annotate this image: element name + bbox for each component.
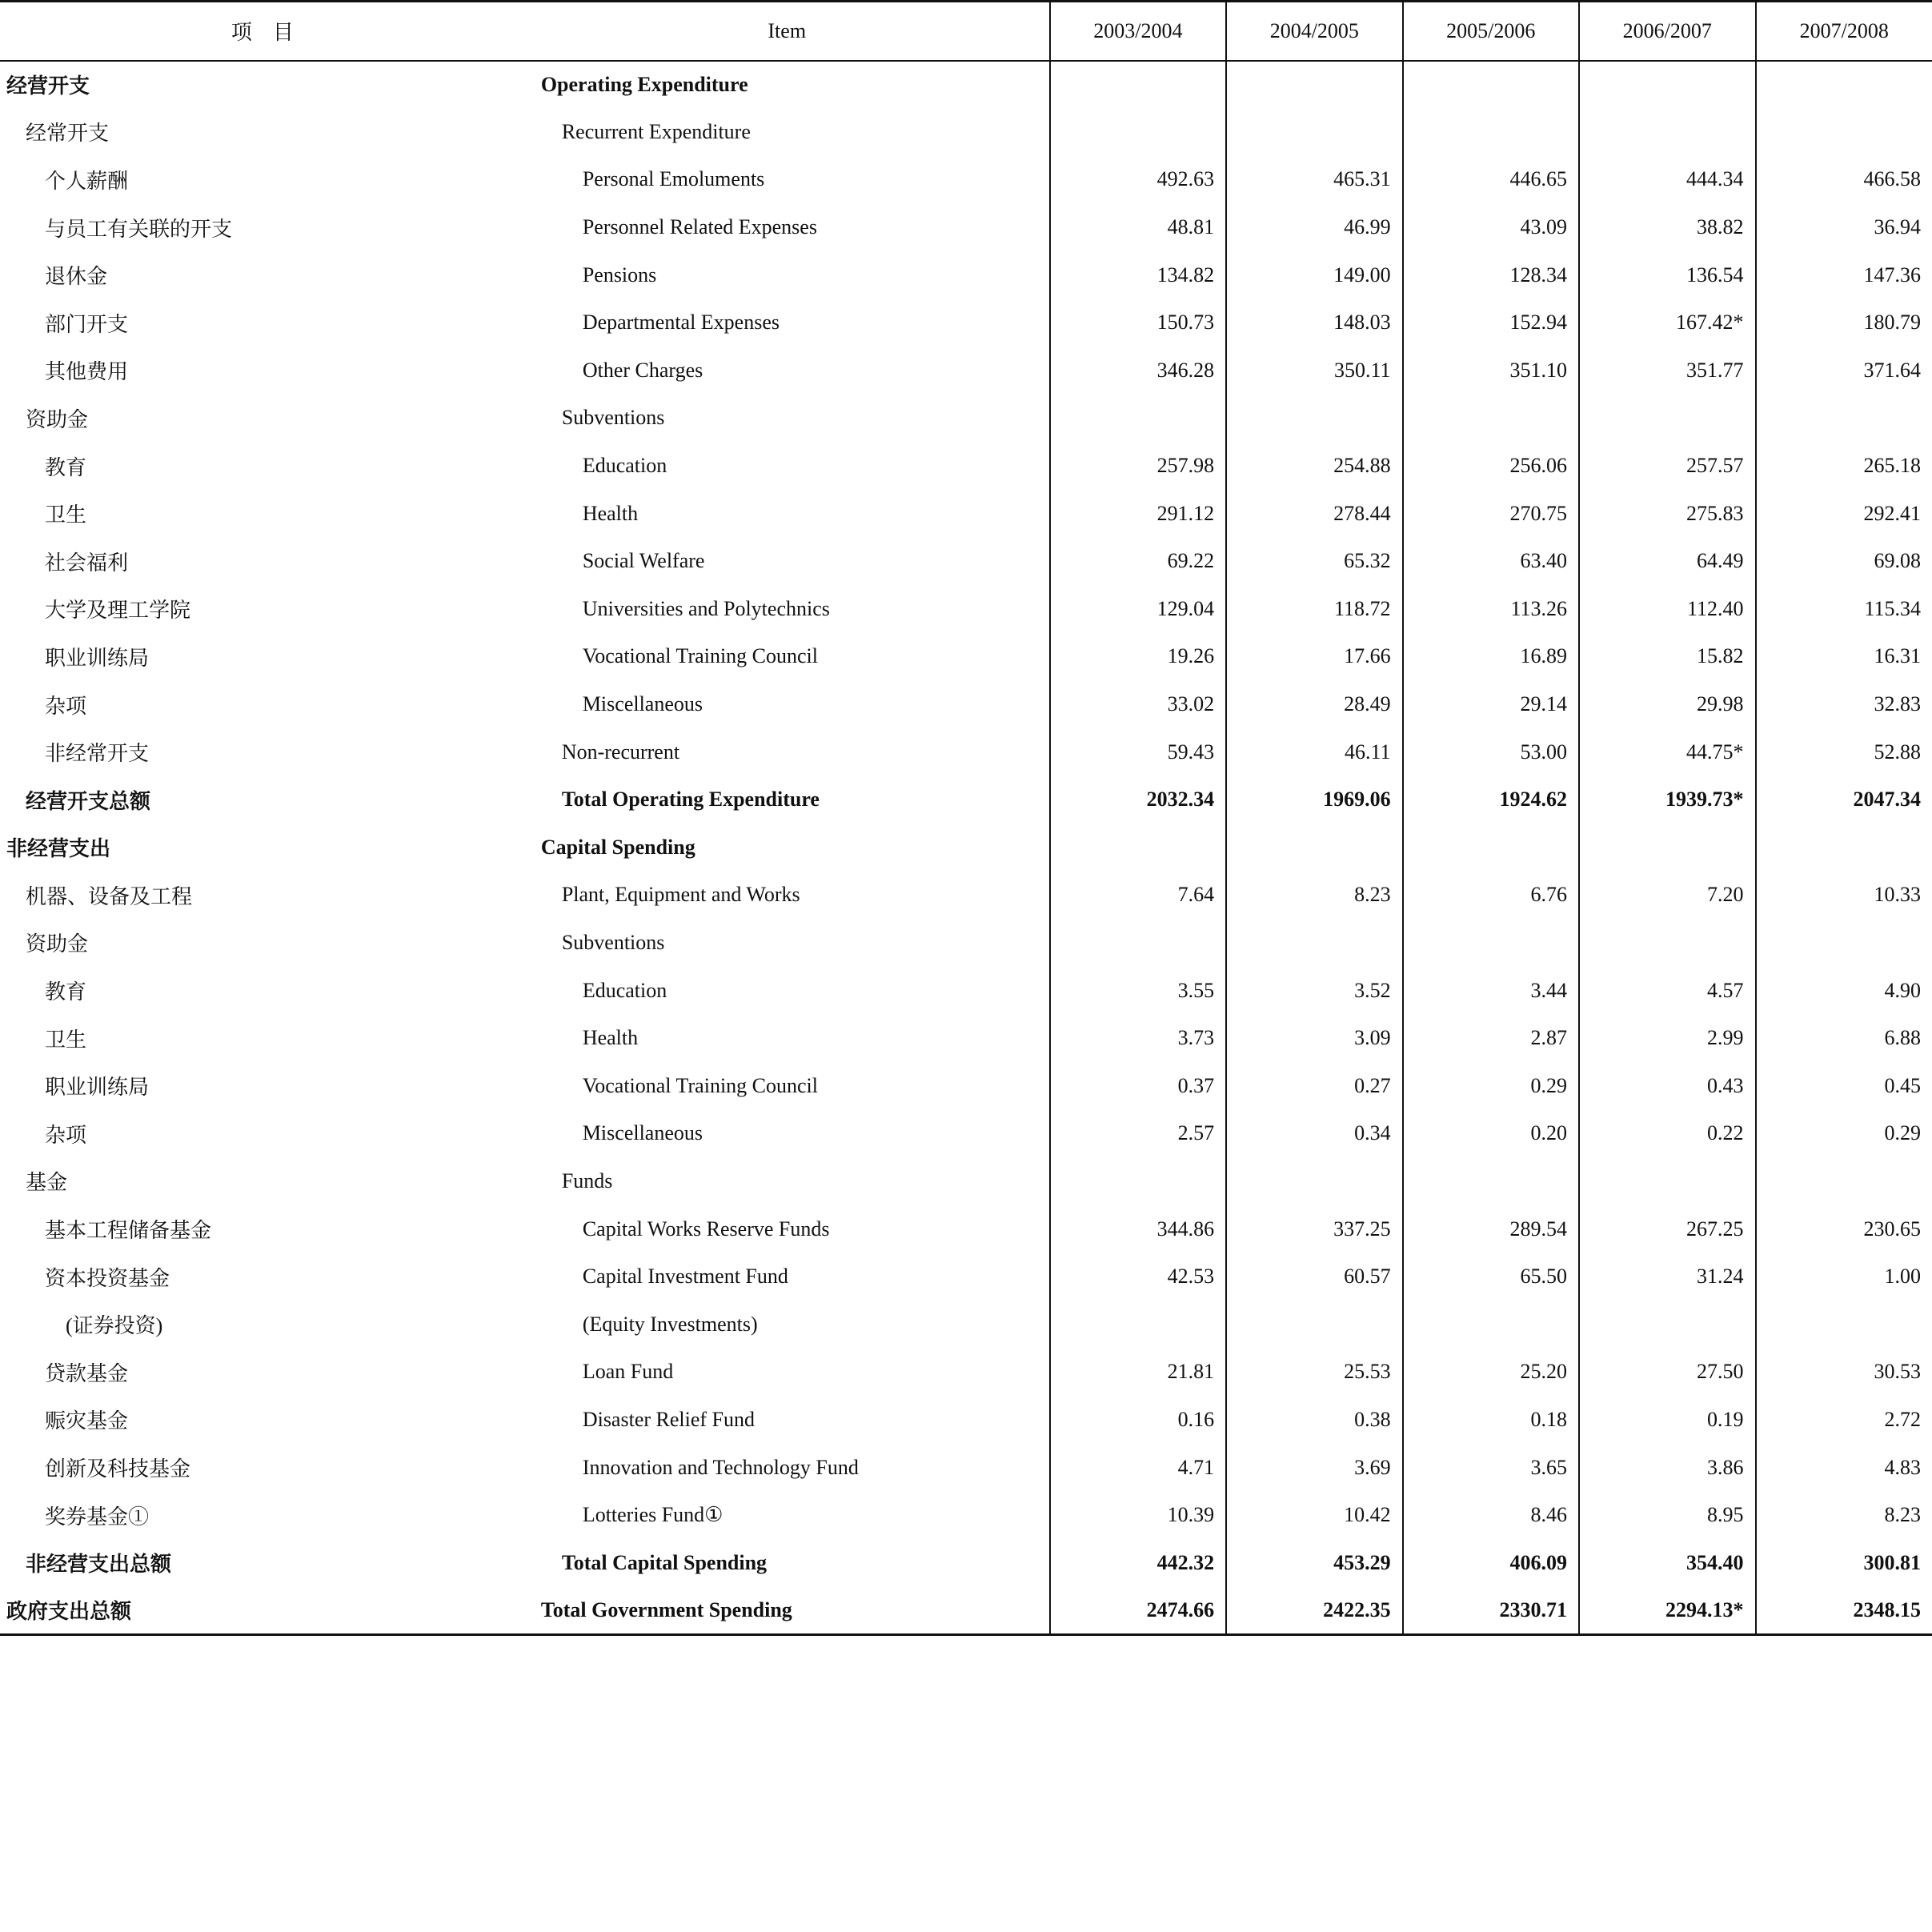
value-cell: 354.40 [1579,1539,1755,1587]
value-cell: 230.65 [1756,1205,1932,1253]
value-cell: 2348.15 [1756,1587,1932,1635]
value-cell: 16.31 [1756,633,1932,681]
row-label-cn: 社会福利 [45,551,129,575]
value-cell: 3.55 [1050,967,1226,1015]
value-cell [1226,1157,1402,1205]
row-label-en: Capital Investment Fund [582,1265,788,1289]
value-cell: 0.19 [1579,1396,1755,1444]
value-cell: 3.73 [1050,1014,1226,1062]
value-cell: 7.64 [1050,872,1226,920]
value-cell [1403,824,1579,872]
value-cell: 256.06 [1403,442,1579,490]
row-label-en: Total Operating Expenditure [561,788,820,812]
value-cell: 446.65 [1403,156,1579,204]
value-cell: 351.77 [1579,347,1755,395]
value-cell [1226,395,1402,443]
row-label-cn: 职业训练局 [45,1076,150,1100]
value-cell [1050,395,1226,443]
value-cell: 33.02 [1050,680,1226,728]
value-cell: 406.09 [1403,1539,1579,1587]
value-cell: 27.50 [1579,1349,1755,1397]
row-label-en: Education [582,454,667,478]
table-row [0,872,1932,920]
value-cell: 2047.34 [1756,776,1932,824]
row-label-en: Loan Fund [582,1360,674,1384]
row-label-en: Total Capital Spending [561,1550,768,1574]
row-label-cn: 大学及理工学院 [45,599,191,623]
value-cell: 0.34 [1226,1110,1402,1158]
value-cell: 4.90 [1756,967,1932,1015]
row-label-cn: 机器、设备及工程 [26,884,193,908]
value-cell: 28.49 [1226,680,1402,728]
value-cell: 53.00 [1403,728,1579,776]
table-row [0,1301,1932,1349]
header-item-cn: 项 目 [0,2,525,61]
value-cell [1579,395,1755,443]
value-cell: 8.23 [1226,872,1402,920]
value-cell: 69.08 [1756,537,1932,585]
row-label-en: Subventions [561,930,665,954]
row-label-cn: 贷款基金 [45,1361,129,1385]
value-cell: 278.44 [1226,490,1402,538]
row-label-cn: 职业训练局 [45,646,150,670]
table-row [0,1157,1932,1205]
header-year: 2005/2006 [1403,2,1579,61]
row-label-cn: 经营开支总额 [26,789,151,813]
row-label-en: Plant, Equipment and Works [561,883,800,907]
value-cell: 4.57 [1579,967,1755,1015]
row-label-en: Vocational Training Council [582,644,819,668]
row-label-cn: 退休金 [45,265,108,289]
table-row [0,108,1932,156]
row-label-en: Lotteries Fund① [582,1503,723,1527]
value-cell: 0.29 [1756,1110,1932,1158]
value-cell [1226,61,1402,109]
value-cell: 29.14 [1403,680,1579,728]
row-label-cn: 资助金 [26,932,89,956]
table-body [0,61,1932,1635]
row-label-en: Other Charges [582,358,703,382]
value-cell [1579,1301,1755,1349]
value-cell: 38.82 [1579,203,1755,251]
row-label-cn: 非经常开支 [45,742,150,766]
table-row [0,251,1932,299]
value-cell: 152.94 [1403,299,1579,347]
value-cell [1579,1157,1755,1205]
value-cell [1756,108,1932,156]
table-row [0,776,1932,824]
row-label-cn: 资助金 [26,407,89,431]
row-label-en: Funds [561,1168,613,1192]
table-row [0,1587,1932,1635]
table-row [0,1349,1932,1397]
value-cell: 180.79 [1756,299,1932,347]
value-cell: 36.94 [1756,203,1932,251]
value-cell: 3.86 [1579,1444,1755,1492]
row-label-cn: 赈灾基金 [45,1409,129,1433]
value-cell: 65.32 [1226,537,1402,585]
row-label-en: Subventions [561,406,665,430]
table-row [0,537,1932,585]
header-year: 2003/2004 [1050,2,1226,61]
row-label-cn: 杂项 [45,1123,87,1147]
value-cell [1756,824,1932,872]
value-cell [1050,61,1226,109]
value-cell: 2330.71 [1403,1587,1579,1635]
table-row [0,824,1932,872]
value-cell: 0.43 [1579,1062,1755,1110]
value-cell: 112.40 [1579,585,1755,633]
value-cell [1756,919,1932,967]
value-cell: 8.95 [1579,1491,1755,1539]
value-cell: 2422.35 [1226,1587,1402,1635]
value-cell: 344.86 [1050,1205,1226,1253]
value-cell: 16.89 [1403,633,1579,681]
table-row [0,442,1932,490]
value-cell: 289.54 [1403,1205,1579,1253]
value-cell: 0.20 [1403,1110,1579,1158]
table-row [0,680,1932,728]
value-cell: 492.63 [1050,156,1226,204]
value-cell: 17.66 [1226,633,1402,681]
value-cell: 118.72 [1226,585,1402,633]
row-label-cn: 非经营支出总额 [26,1553,172,1577]
row-label-cn: 经常开支 [26,122,110,146]
row-label-en: Total Government Spending [525,1587,1050,1635]
value-cell: 2.72 [1756,1396,1932,1444]
value-cell: 29.98 [1579,680,1755,728]
table-row [0,1539,1932,1587]
value-cell: 10.33 [1756,872,1932,920]
table-row [0,156,1932,204]
value-cell: 48.81 [1050,203,1226,251]
header-year: 2007/2008 [1756,2,1932,61]
value-cell: 350.11 [1226,347,1402,395]
row-label-en: Health [582,1026,639,1050]
value-cell: 60.57 [1226,1253,1402,1301]
row-label-en: Pensions [582,263,657,287]
value-cell: 257.98 [1050,442,1226,490]
row-label-en: Health [582,501,639,525]
value-cell [1403,108,1579,156]
value-cell: 0.27 [1226,1062,1402,1110]
value-cell: 371.64 [1756,347,1932,395]
header-item-en: Item [525,2,1050,61]
value-cell: 0.18 [1403,1396,1579,1444]
value-cell: 337.25 [1226,1205,1402,1253]
row-label-en: Capital Works Reserve Funds [582,1217,830,1241]
value-cell [1226,919,1402,967]
table-row [0,1253,1932,1301]
value-cell: 1939.73* [1579,776,1755,824]
value-cell: 291.12 [1050,490,1226,538]
row-label-cn: 基本工程储备基金 [45,1219,212,1243]
row-label-en: Operating Expenditure [540,72,748,96]
row-label-cn: 教育 [45,980,87,1004]
value-cell: 4.83 [1756,1444,1932,1492]
value-cell: 1924.62 [1403,776,1579,824]
value-cell: 46.11 [1226,728,1402,776]
table-row [0,347,1932,395]
table-row [0,1396,1932,1444]
value-cell: 44.75* [1579,728,1755,776]
value-cell: 150.73 [1050,299,1226,347]
table-row [0,585,1932,633]
table-row [0,1444,1932,1492]
value-cell: 149.00 [1226,251,1402,299]
value-cell: 32.83 [1756,680,1932,728]
value-cell: 3.09 [1226,1014,1402,1062]
table-row [0,61,1932,109]
value-cell [1756,61,1932,109]
value-cell [1579,919,1755,967]
value-cell: 129.04 [1050,585,1226,633]
table-row [0,490,1932,538]
table-row [0,1062,1932,1110]
row-label-en: Personal Emoluments [582,167,765,191]
row-label-cn: 个人薪酬 [45,169,129,193]
value-cell [1756,1157,1932,1205]
row-label-cn: 非经营支出 [6,837,111,861]
value-cell: 257.57 [1579,442,1755,490]
value-cell: 2294.13* [1579,1587,1755,1635]
value-cell: 52.88 [1756,728,1932,776]
value-cell [1050,108,1226,156]
table-row [0,395,1932,443]
value-cell: 0.16 [1050,1396,1226,1444]
value-cell: 442.32 [1050,1539,1226,1587]
value-cell: 3.69 [1226,1444,1402,1492]
value-cell: 270.75 [1403,490,1579,538]
row-label-en: Capital Spending [540,835,695,859]
value-cell: 148.03 [1226,299,1402,347]
value-cell: 65.50 [1403,1253,1579,1301]
value-cell [1756,395,1932,443]
row-label-cn: 政府支出总额 [0,1587,525,1635]
value-cell: 134.82 [1050,251,1226,299]
row-label-cn: 卫生 [45,1028,87,1052]
value-cell: 6.76 [1403,872,1579,920]
value-cell: 147.36 [1756,251,1932,299]
value-cell: 4.71 [1050,1444,1226,1492]
value-cell: 7.20 [1579,872,1755,920]
value-cell: 46.99 [1226,203,1402,251]
value-cell: 19.26 [1050,633,1226,681]
value-cell: 42.53 [1050,1253,1226,1301]
value-cell [1226,108,1402,156]
value-cell: 0.37 [1050,1062,1226,1110]
value-cell: 265.18 [1756,442,1932,490]
row-label-cn: 创新及科技基金 [45,1457,191,1481]
value-cell: 64.49 [1579,537,1755,585]
value-cell: 267.25 [1579,1205,1755,1253]
row-label-en: Innovation and Technology Fund [582,1455,859,1479]
table-row [0,1110,1932,1158]
row-label-en: Universities and Polytechnics [582,596,830,620]
value-cell: 43.09 [1403,203,1579,251]
value-cell: 444.34 [1579,156,1755,204]
row-label-cn: 与员工有关联的开支 [45,217,233,241]
value-cell: 21.81 [1050,1349,1226,1397]
row-label-en: Vocational Training Council [582,1073,819,1097]
value-cell: 1969.06 [1226,776,1402,824]
row-label-cn: 奖券基金① [45,1505,150,1529]
value-cell [1050,1157,1226,1205]
value-cell: 8.23 [1756,1491,1932,1539]
value-cell [1403,395,1579,443]
value-cell [1050,824,1226,872]
value-cell: 115.34 [1756,585,1932,633]
value-cell: 10.42 [1226,1491,1402,1539]
value-cell [1226,824,1402,872]
value-cell: 31.24 [1579,1253,1755,1301]
value-cell: 2.99 [1579,1014,1755,1062]
table-row [0,203,1932,251]
row-label-cn: 卫生 [45,503,87,527]
value-cell [1403,919,1579,967]
value-cell: 3.44 [1403,967,1579,1015]
value-cell: 2474.66 [1050,1587,1226,1635]
row-label-en: (Equity Investments) [582,1312,758,1336]
value-cell: 351.10 [1403,347,1579,395]
value-cell: 346.28 [1050,347,1226,395]
value-cell: 63.40 [1403,537,1579,585]
value-cell [1226,1301,1402,1349]
row-label-cn: 杂项 [45,694,87,718]
table-row [0,1205,1932,1253]
value-cell: 300.81 [1756,1539,1932,1587]
row-label-en: Personnel Related Expenses [582,215,817,239]
value-cell: 6.88 [1756,1014,1932,1062]
value-cell [1403,1301,1579,1349]
value-cell: 2.87 [1403,1014,1579,1062]
row-label-en: Miscellaneous [582,692,703,716]
row-label-en: Recurrent Expenditure [561,119,751,143]
value-cell: 254.88 [1226,442,1402,490]
row-label-cn: 经营开支 [6,74,90,98]
row-label-cn: 资本投资基金 [45,1266,170,1290]
value-cell: 2.57 [1050,1110,1226,1158]
header-year: 2004/2005 [1226,2,1402,61]
value-cell [1756,1301,1932,1349]
table-header [0,2,1932,61]
value-cell: 0.29 [1403,1062,1579,1110]
value-cell: 136.54 [1579,251,1755,299]
value-cell: 15.82 [1579,633,1755,681]
value-cell: 453.29 [1226,1539,1402,1587]
value-cell: 8.46 [1403,1491,1579,1539]
row-label-cn: 基金 [26,1171,68,1195]
value-cell: 113.26 [1403,585,1579,633]
value-cell: 0.38 [1226,1396,1402,1444]
value-cell [1050,919,1226,967]
row-label-cn: 教育 [45,455,87,479]
value-cell: 0.45 [1756,1062,1932,1110]
table-row [0,1014,1932,1062]
row-label-cn: 部门开支 [45,312,129,336]
row-label-en: Disaster Relief Fund [582,1407,755,1431]
row-label-en: Education [582,978,667,1002]
value-cell [1579,61,1755,109]
value-cell: 1.00 [1756,1253,1932,1301]
value-cell: 128.34 [1403,251,1579,299]
value-cell: 275.83 [1579,490,1755,538]
header-row [0,2,1932,61]
row-label-en: Departmental Expenses [582,311,780,335]
row-label-en: Social Welfare [582,549,705,573]
row-label-en: Miscellaneous [582,1121,703,1145]
value-cell [1403,61,1579,109]
value-cell: 3.52 [1226,967,1402,1015]
value-cell: 69.22 [1050,537,1226,585]
row-label-cn: (证券投资) [66,1314,163,1338]
table-row [0,728,1932,776]
table-row [0,967,1932,1015]
value-cell: 59.43 [1050,728,1226,776]
value-cell: 25.20 [1403,1349,1579,1397]
value-cell: 167.42* [1579,299,1755,347]
table-row [0,919,1932,967]
table-row [0,633,1932,681]
row-label-en: Non-recurrent [561,740,680,764]
table-row [0,299,1932,347]
value-cell: 465.31 [1226,156,1402,204]
value-cell: 0.22 [1579,1110,1755,1158]
value-cell: 3.65 [1403,1444,1579,1492]
row-label-cn: 其他费用 [45,360,129,384]
header-year: 2006/2007 [1579,2,1755,61]
value-cell [1050,1301,1226,1349]
table-row [0,1491,1932,1539]
value-cell: 10.39 [1050,1491,1226,1539]
value-cell [1403,1157,1579,1205]
value-cell: 2032.34 [1050,776,1226,824]
value-cell [1579,824,1755,872]
value-cell: 30.53 [1756,1349,1932,1397]
value-cell: 25.53 [1226,1349,1402,1397]
value-cell [1579,108,1755,156]
value-cell: 466.58 [1756,156,1932,204]
value-cell: 292.41 [1756,490,1932,538]
